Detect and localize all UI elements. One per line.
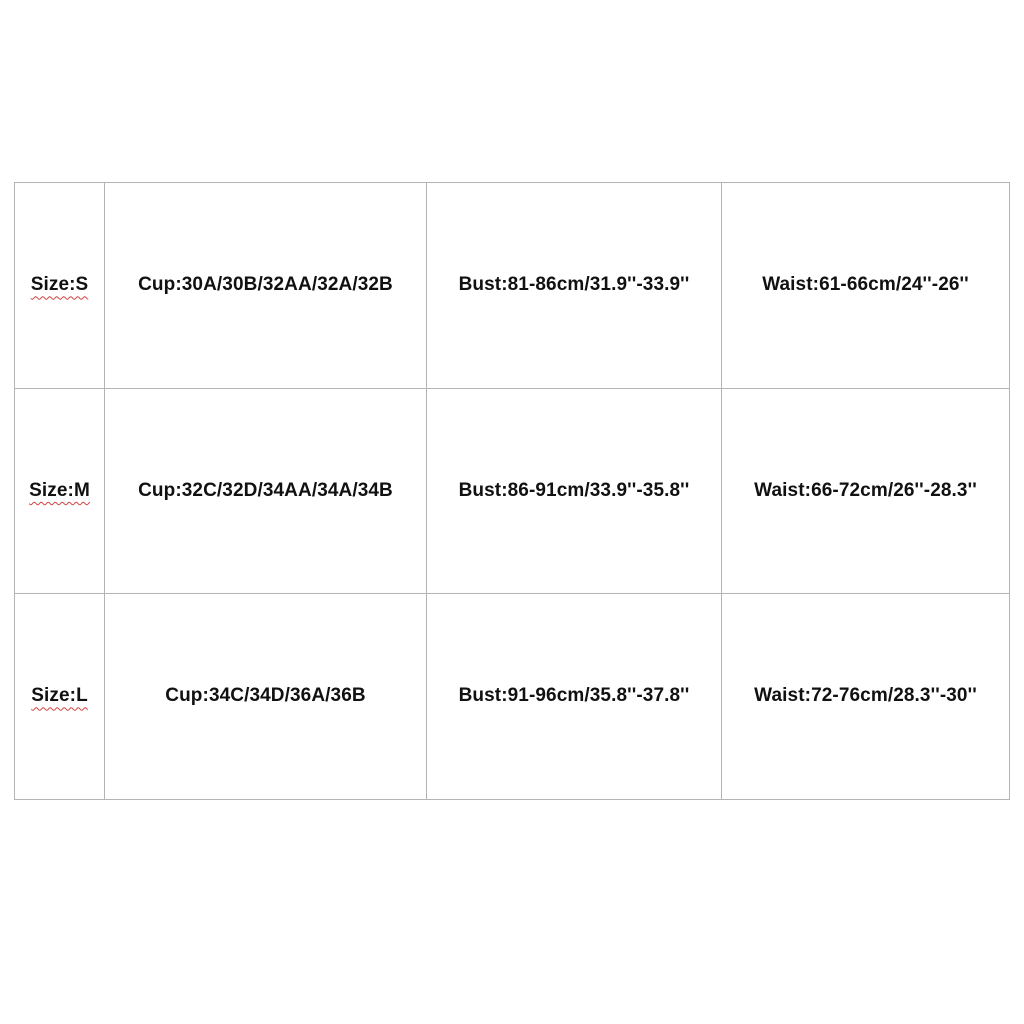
- size-chart-table: [14, 182, 1010, 800]
- cup-cell: Cup:32C/32D/34AA/34A/34B: [105, 388, 427, 594]
- bust-cell: Bust:86-91cm/33.9''-35.8'': [427, 388, 722, 594]
- table-row: [15, 594, 1010, 800]
- cup-cell: Cup:34C/34D/36A/36B: [105, 594, 427, 800]
- size-label: Size:M: [29, 479, 90, 501]
- size-label: Size:S: [30, 274, 89, 296]
- waist-cell: Waist:72-76cm/28.3''-30'': [722, 594, 1010, 800]
- size-cell: [15, 388, 105, 594]
- size-label: Size:L: [31, 685, 88, 707]
- bust-cell: Bust:91-96cm/35.8''-37.8'': [427, 594, 722, 800]
- size-cell: [15, 183, 105, 389]
- cup-cell: Cup:30A/30B/32AA/32A/32B: [105, 183, 427, 389]
- waist-cell: Waist:61-66cm/24''-26'': [722, 183, 1010, 389]
- size-cell: [15, 594, 105, 800]
- waist-cell: Waist:66-72cm/26''-28.3'': [722, 388, 1010, 594]
- bust-cell: Bust:81-86cm/31.9''-33.9'': [427, 183, 722, 389]
- table-row: [15, 183, 1010, 389]
- table-row: [15, 388, 1010, 594]
